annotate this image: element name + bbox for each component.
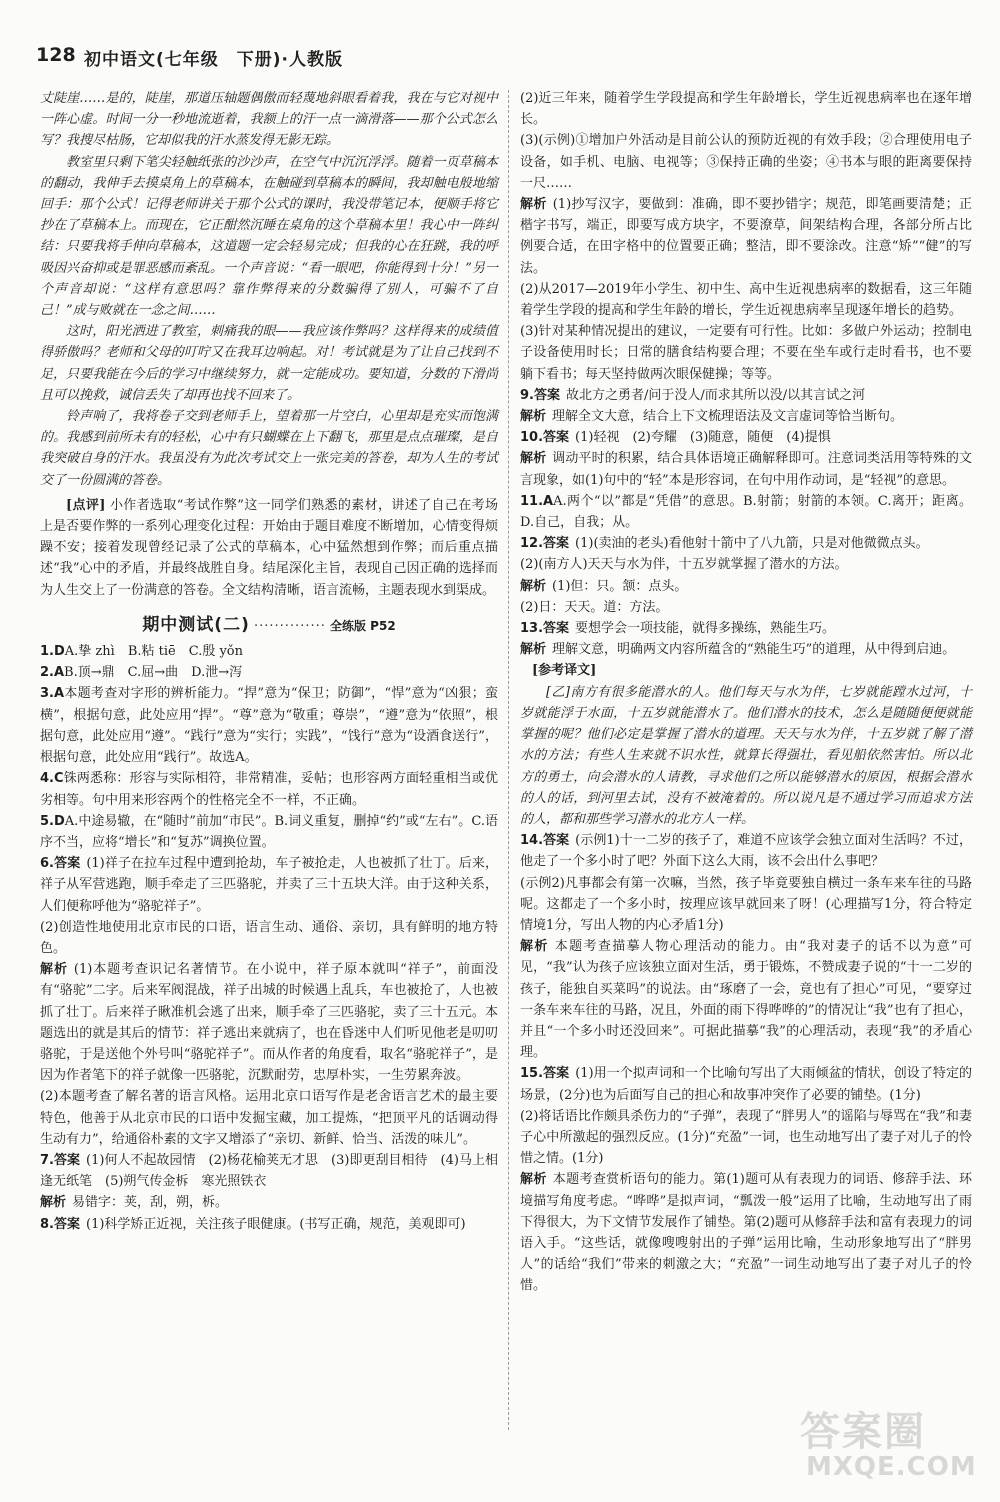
answer-text: (1)本题考查识记名著情节。在小说中，祥子原本就叫“祥子”，前面没有“骆驼”二字。后来军阀混战，祥子出城的时候遇上乱兵，车也被抢了，人也被抓了壮丁。后来祥子瞅准机会逃了出来，顺手牵了三匹骆驼，卖了三十五元。本题选出的就是其后的情节：祥子逃出来就病了，也在昏迷中人们听见他老是叨叨骆驼，于是送他个外号叫“骆驼祥子”。而从作者的角度看，取名“骆驼祥子”，是因为作者笔下的祥子就像一匹骆驼，沉默耐劳，忠厚朴实，一生劳累奔波。 bbox=[40, 962, 498, 1084]
answer-item bbox=[520, 936, 972, 1063]
answer-text: A.两个“以”都是“凭借”的意思。B.射箭；射箭的本领。C.离开；距离。D.自己，自我；从。 bbox=[520, 493, 972, 531]
answer-text: 理解全文大意，结合上下文梳理语法及文言虚词等恰当断句。 bbox=[552, 409, 904, 425]
answer-text: (2)(南方人)天天与水为伴，十五岁就掌握了潜水的方法。 bbox=[520, 557, 848, 573]
essay-paragraph: 丈陡崖……是的，陡崖，那道压轴题偶傲而轻蔑地斜眼看着我，我在与它对视中一阵心虚。时间一分一秒地流逝着，我额上的汗一点一滴滑落——那个公式怎么写？我搜尽枯肠，它却似我的汗水蒸发得无影无踪。 bbox=[40, 91, 498, 149]
answer-item bbox=[520, 830, 972, 872]
answer-text: A.中途易辙，在“随时”前加“市民”。B.词义重复，删掉“约”或“左右”。C.语序不当，应将“增长”和“复苏”调换位置。 bbox=[40, 813, 498, 850]
answer-text: (1)(卖油的老头)看他射十箭中了八九箭，只是对他微微点头。 bbox=[575, 536, 929, 552]
answer-list bbox=[520, 88, 972, 660]
answer-label: 解析 bbox=[520, 451, 547, 467]
watermark-url: MXQE.COM bbox=[806, 1452, 977, 1482]
answer-text: 理解文意，明确两文内容所蕴含的“熟能生巧”的道理，从中得到启迪。 bbox=[552, 642, 956, 658]
answer-item bbox=[40, 917, 498, 959]
answer-label: 答案 bbox=[543, 833, 570, 849]
question-number: 2.A bbox=[40, 665, 65, 681]
answer-text: (1)轻视 (2)夸耀 (3)随意，随便 (4)提惧 bbox=[575, 430, 831, 446]
answer-label: 解析 bbox=[520, 409, 547, 425]
question-number: 7. bbox=[40, 1152, 54, 1168]
answer-label: 答案 bbox=[53, 1216, 80, 1232]
reference-translation-label: [参考译文] bbox=[532, 663, 597, 679]
answer-item bbox=[520, 406, 972, 427]
answer-label: 解析 bbox=[520, 578, 547, 594]
answer-label: 答案 bbox=[543, 1066, 570, 1082]
section-heading bbox=[40, 615, 498, 637]
answer-item bbox=[40, 1192, 498, 1213]
left-column bbox=[40, 88, 498, 1235]
answer-text: (1)祥子在拉车过程中遭到抢劫，车子被抢走，人也被抓了壮丁。后来，祥子从军营逃跑，顺手牵走了三匹骆驼，并卖了三十五块大洋。由于这种关系，人们便称呼他为“骆驼祥子”。 bbox=[40, 856, 498, 914]
answer-label: 解析 bbox=[520, 197, 547, 213]
answer-label: 答案 bbox=[543, 536, 570, 552]
answer-text: 调动平时的积累，结合具体语境正确解释即可。注意词类活用等特殊的文言现象，如(1)句中的“轻”本是形容词，在句中用作动词，是“轻视”的意思。 bbox=[520, 451, 972, 488]
answer-item bbox=[520, 1063, 972, 1105]
answer-item bbox=[520, 448, 972, 490]
essay-paragraph: 这时，阳光洒进了教室，刺痛我的眼——我应该作弊吗？这样得来的成绩值得骄傲吗？老师和父母的叮咛又在我耳边响起。对！考试就是为了让自己找到不足，只要我能在今后的学习中继续努力，就一定能成功。要知道，分数的下滑尚且可以挽救，诚信丢失了却再也找不回来了。 bbox=[40, 324, 498, 403]
comment-label: [点评] bbox=[66, 497, 106, 513]
answer-text: 要想学会一项技能，就得多操练，熟能生巧。 bbox=[575, 621, 836, 637]
answer-label: 答案 bbox=[543, 430, 570, 446]
answer-label: 答案 bbox=[53, 856, 81, 872]
essay-paragraph: 教室里只剩下笔尖轻触纸张的沙沙声，在空气中沉沉浮浮。随着一页草稿本的翻动，我伸手去摸桌角上的草稿本，在触碰到草稿本的瞬间，我却触电般地缩回手：那个公式！记得老师讲关于那个公式的课时，我没带笔记本，便顺手将它抄在了草稿本上。而现在，它正酣然沉睡在桌角的这个草稿本里！我心中一阵纠结：只要我将手伸向草稿本，这道题一定会轻易完成；但我的心在狂跳，我的呼吸因兴奋抑或是罪恶感而紊乱。一个声音说：“看一眼吧，你能得到十分！”另一个声音却说：“这样有意思吗？靠作弊得来的分数骗得了别人，可骗不了自己！”成与败就在一念之间…… bbox=[40, 154, 498, 319]
answer-item bbox=[520, 597, 972, 618]
answer-text: B.顶→鼎 C.屈→曲 D.泄→泻 bbox=[64, 665, 243, 681]
answer-text: (1)何人不起故园情 (2)杨花榆荚无才思 (3)即更刮目相待 (4)马上相逢无纸笔 (5)朔气传金柝 寒光照铁衣 bbox=[40, 1152, 498, 1190]
question-number: 9. bbox=[520, 387, 534, 403]
answer-item bbox=[520, 576, 972, 597]
answer-text: (2)从2017—2019年小学生、初中生、高中生近视患病率的数据看，这三年随着学生学段的提高和学生年龄的增长，学生近视患病率呈现逐年增长的趋势。 bbox=[520, 281, 972, 319]
reference-translation: [乙]南方有很多能潜水的人。他们每天与水为伴，七岁就能蹚水过河，十岁就能浮于水面，十五岁就能潜水了。他们潜水的技术，怎么是随随便便就能掌握的呢？他们必定是掌握了潜水的道理。天天与水为伴，十五岁就了解了潜水的方法；有些人生来就不识水性，就算长得强壮，看见船依然害怕。所以北方的勇士，向会潜水的人请教，寻求他们之所以能够潜水的原因，根据会潜水的人的话，到河里去试，没有不被淹着的。所以说凡是不通过学习而追求方法的人，都和那些学习潜水的北方人一样。 bbox=[520, 684, 972, 827]
page-header bbox=[36, 44, 976, 78]
question-number: 4.C bbox=[40, 771, 64, 787]
answer-item bbox=[520, 279, 972, 321]
question-number: 14. bbox=[520, 833, 544, 849]
answer-list bbox=[520, 830, 972, 1296]
question-number: 6. bbox=[40, 856, 54, 872]
answer-text: (1)用一个拟声词和一个比喻句写出了大雨倾盆的情状，创设了特定的场景，(2分)也为后面写自己的担心和故事冲突作了必要的铺垫。(1分) bbox=[520, 1066, 972, 1103]
question-number: 13. bbox=[520, 621, 544, 637]
book-title: 初中语文(七年级 下册)·人教版 bbox=[84, 50, 343, 70]
answer-item bbox=[520, 194, 972, 279]
answer-text: (1)但：只。颔：点头。 bbox=[552, 578, 688, 594]
answer-text: A.挚 zhì B.粘 tiē C.殷 yǒn bbox=[64, 644, 243, 660]
question-number: 3.A bbox=[40, 686, 65, 702]
answer-text: 易错字：荚，刮，朔，柝。 bbox=[72, 1195, 229, 1211]
answer-item bbox=[40, 1086, 498, 1150]
question-number: 8. bbox=[40, 1216, 54, 1232]
answer-text: (3)(示例)①增加户外活动是目前公认的预防近视的有效手段；②合理使用电子设备，如手机、电脑、电视等；③保持正确的坐姿；④书本与眼的距离要保持一尺…… bbox=[520, 133, 972, 191]
answer-item bbox=[520, 1169, 972, 1296]
question-number: 11.A bbox=[520, 493, 554, 509]
answer-item bbox=[40, 641, 498, 662]
question-number: 15. bbox=[520, 1066, 544, 1082]
column-divider bbox=[508, 90, 509, 1430]
section-reference: 全练版 P52 bbox=[330, 618, 396, 633]
answer-item bbox=[40, 662, 498, 683]
answer-item bbox=[520, 533, 972, 554]
answer-item bbox=[520, 873, 972, 937]
answer-item bbox=[40, 1150, 498, 1192]
watermark-logo bbox=[800, 1400, 985, 1490]
answer-item bbox=[40, 959, 498, 1086]
question-number: 12. bbox=[520, 536, 544, 552]
answer-label: 解析 bbox=[520, 939, 549, 955]
question-number: 5.D bbox=[40, 813, 65, 829]
answer-text: (2)创造性地使用北京市民的口语，语言生动、通俗、亲切，具有鲜明的地方特色。 bbox=[40, 919, 498, 956]
answer-text: (示例2)凡事都会有第一次嘛，当然，孩子毕竟要独自横过一条车来车往的马路呢。这都走了一个多小时，按理应该早就回来了呀！(心理描写1分，符合特定情境1分，写出人物的内心矛盾1分) bbox=[520, 875, 972, 933]
answer-label: 解析 bbox=[40, 1195, 67, 1211]
answer-label: 解析 bbox=[520, 642, 547, 658]
answer-text: (2)日：天天。道：方法。 bbox=[520, 599, 669, 615]
page-number: 128 bbox=[36, 44, 76, 66]
answer-item bbox=[520, 639, 972, 660]
answer-item bbox=[40, 811, 498, 853]
answer-item bbox=[40, 1214, 498, 1235]
answer-text: (2)本题考查了解名著的语言风格。运用北京口语写作是老舍语言艺术的最主要特色，他善于从北京市民的口语中发掘宝藏，加工提炼，“把顶平凡的话调动得生动有力”，给通俗朴素的文字又增添了“亲切、新鲜、恰当、活泼的味儿”。 bbox=[40, 1089, 498, 1147]
answer-text: 本题考查对字形的辨析能力。“捍”意为“保卫；防御”，“悍”意为“凶狠；蛮横”，根据句意，此处应用“捍”。“尊”意为“敬重；尊崇”，“遵”意为“依照”，根据句意，此处应用“遵”。“践行”意为“实行；实践”，“饯行”意为“设酒食送行”，根据句意，此处应用“践行”。故选A。 bbox=[40, 686, 498, 766]
answer-label: 答案 bbox=[53, 1152, 81, 1168]
question-number: 1.D bbox=[40, 644, 65, 660]
answer-item bbox=[520, 1106, 972, 1170]
answer-list bbox=[40, 641, 498, 1235]
answer-text: (1)科学矫正近视，关注孩子眼健康。(书写正确，规范，美观即可) bbox=[86, 1216, 466, 1232]
answer-text: 故北方之勇者/问于没人/而求其所以没/以其言试之河 bbox=[566, 387, 866, 403]
watermark-text: 答案圈 bbox=[800, 1409, 926, 1455]
right-column bbox=[520, 88, 972, 1297]
answer-text: 本题考查赏析语句的能力。第(1)题可从有表现力的词语、修辞手法、环境描写角度考虑。“哗哗”是拟声词，“瓢泼一般”运用了比喻，生动地写出了雨下得很大，为下文情节发展作了铺垫。第(2)题可从修辞手法和富有表现力的词语入手。“这些话，就像嗖嗖射出的子弹”运用比喻，生动形象地写出了“胖男人”的话给“我们”带来的刺激之大；“充盈”一词生动地写出了妻子对儿子的怜惜。 bbox=[520, 1172, 972, 1294]
answer-item bbox=[520, 321, 972, 385]
answer-label: 答案 bbox=[533, 387, 560, 403]
answer-text: (2)近三年来，随着学生学段提高和学生年龄增长，学生近视患病率也在逐年增长。 bbox=[520, 91, 972, 128]
answer-text: (1)抄写汉字，要做到：准确，即不要抄错字；规范，即笔画要清楚；正楷字书写，端正，即要写成方块字，不要潦草，间架结构合理，各部分所占比例要合适，在田字格中的位置要正确；整洁，即不要涂改。注意“矫”“健”的写法。 bbox=[520, 197, 972, 276]
answer-item bbox=[40, 683, 498, 768]
answer-text: 本题考查描摹人物心理活动的能力。由“我对妻子的话不以为意”可见，“我”认为孩子应该独立面对生活，勇于锻炼，不赞成妻子说的“十一二岁的孩子，能独自买菜吗”的说法。由“琢磨了一会，竟也有了担心”可见，“要穿过一条车来车往的马路，况且，外面的雨下得哗哗的”的情况让“我”也有了担心，并且“一个多小时还没回来”。可据此描摹“我”的心理活动，表现“我”的矛盾心理。 bbox=[520, 939, 972, 1061]
answer-item bbox=[520, 427, 972, 448]
answer-item bbox=[40, 853, 498, 917]
section-dots: ·············· bbox=[254, 618, 326, 634]
section-title: 期中测试(二) bbox=[142, 614, 250, 635]
answer-item bbox=[520, 385, 972, 406]
answer-label: 解析 bbox=[40, 962, 68, 978]
answer-label: 解析 bbox=[520, 1172, 547, 1188]
answer-text: (示例1)十一二岁的孩子了，难道不应该学会独立面对生活吗？不过，他走了一个多小时了吧？外面下这么大雨，该不会出什么事吧？ bbox=[520, 833, 972, 870]
question-number: 10. bbox=[520, 430, 544, 446]
essay-paragraph: 铃声响了，我将卷子交到老师手上，望着那一片空白，心里却是充实而饱满的。我感到前所未有的轻松，心中有只蝴蝶在上下翻飞，那里是点点璀璨，是自我突破自身的汗水。我虽没有为此次考试交上一张完美的答卷，却为人生的考试交了一份圆满的答卷。 bbox=[40, 409, 498, 488]
answer-item bbox=[520, 618, 972, 639]
answer-item bbox=[520, 491, 972, 533]
comment-text: 小作者选取“考试作弊”这一同学们熟悉的素材，讲述了自己在考场上是否要作弊的一系列心理变化过程：开始由于题目难度不断增加，心情变得烦躁不安；接着发现曾经记录了公式的草稿本，心中猛然想到作弊；而后重点描述“我”心中的矛盾，并最终战胜自身。结尾深化主旨，表现自己因正确的选择而为人生交上了一份满意的答卷。全文结构清晰，语言流畅，主题表现水到渠成。 bbox=[40, 497, 498, 598]
answer-item bbox=[520, 130, 972, 194]
answer-text: (3)针对某种情况提出的建议，一定要有可行性。比如：多做户外运动；控制电子设备使用时长；日常的膳食结构要合理；不要在坐车或行走时看书，也不要躺下看书；每天坚持做两次眼保健操；等等。 bbox=[520, 324, 972, 382]
answer-label: 答案 bbox=[543, 621, 570, 637]
answer-item bbox=[520, 88, 972, 130]
answer-item bbox=[520, 554, 972, 575]
answer-text: 铢两悉称：形容与实际相符，非常精准，妥帖；也形容两方面轻重相当或优劣相等。句中用来形容两个的性格完全不一样，不正确。 bbox=[40, 771, 498, 808]
answer-item bbox=[40, 768, 498, 810]
answer-text: (2)将话语比作颇具杀伤力的“子弹”，表现了“胖男人”的谣陷与辱骂在“我”和妻子心中所激起的强烈反应。(1分)“充盈”一词，也生动地写出了妻子对儿子的怜惜之情。(1分) bbox=[520, 1108, 972, 1167]
essay-comment bbox=[40, 495, 498, 601]
